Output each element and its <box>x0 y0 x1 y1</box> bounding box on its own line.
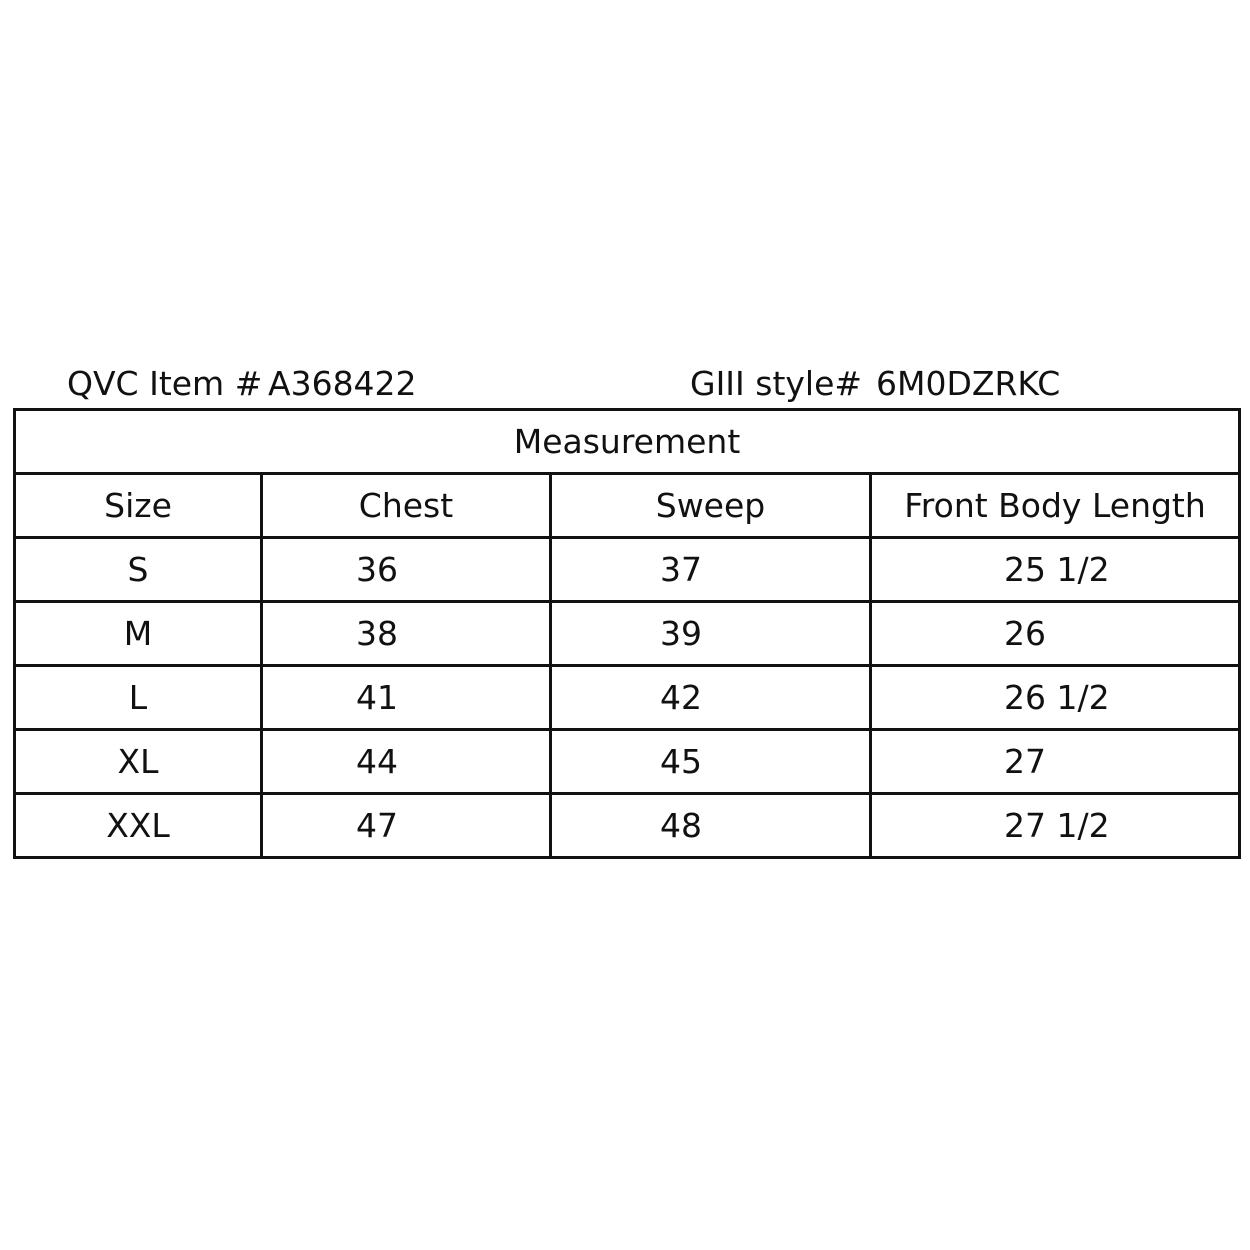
column-header-size: Size <box>15 474 262 538</box>
front-body-length-cell: 27 1/2 <box>871 794 1240 858</box>
sweep-cell: 37 <box>551 538 871 602</box>
column-header-sweep: Sweep <box>551 474 871 538</box>
column-header-chest: Chest <box>262 474 551 538</box>
front-body-length-cell: 25 1/2 <box>871 538 1240 602</box>
front-body-length-cell: 26 1/2 <box>871 666 1240 730</box>
chest-cell: 47 <box>262 794 551 858</box>
size-cell: S <box>15 538 262 602</box>
chest-cell: 44 <box>262 730 551 794</box>
table-row <box>15 794 1240 858</box>
size-cell: L <box>15 666 262 730</box>
sweep-cell: 48 <box>551 794 871 858</box>
chest-cell: 38 <box>262 602 551 666</box>
size-cell: XL <box>15 730 262 794</box>
column-header-front-body-length: Front Body Length <box>871 474 1240 538</box>
table-row <box>15 730 1240 794</box>
style-number: 6M0DZRKC <box>876 364 1061 403</box>
table-row <box>15 666 1240 730</box>
table-row <box>15 538 1240 602</box>
style-label: GIII style# <box>690 364 863 403</box>
table-title-row <box>15 410 1240 474</box>
front-body-length-cell: 27 <box>871 730 1240 794</box>
chest-cell: 36 <box>262 538 551 602</box>
size-chart-table <box>13 408 1241 859</box>
table-header-row <box>15 474 1240 538</box>
qvc-item-label: QVC Item # <box>67 364 263 403</box>
qvc-item-number: A368422 <box>268 364 417 403</box>
sweep-cell: 39 <box>551 602 871 666</box>
size-cell: XXL <box>15 794 262 858</box>
size-cell: M <box>15 602 262 666</box>
sweep-cell: 42 <box>551 666 871 730</box>
sweep-cell: 45 <box>551 730 871 794</box>
chest-cell: 41 <box>262 666 551 730</box>
table-row <box>15 602 1240 666</box>
measurement-title: Measurement <box>15 410 1240 474</box>
front-body-length-cell: 26 <box>871 602 1240 666</box>
